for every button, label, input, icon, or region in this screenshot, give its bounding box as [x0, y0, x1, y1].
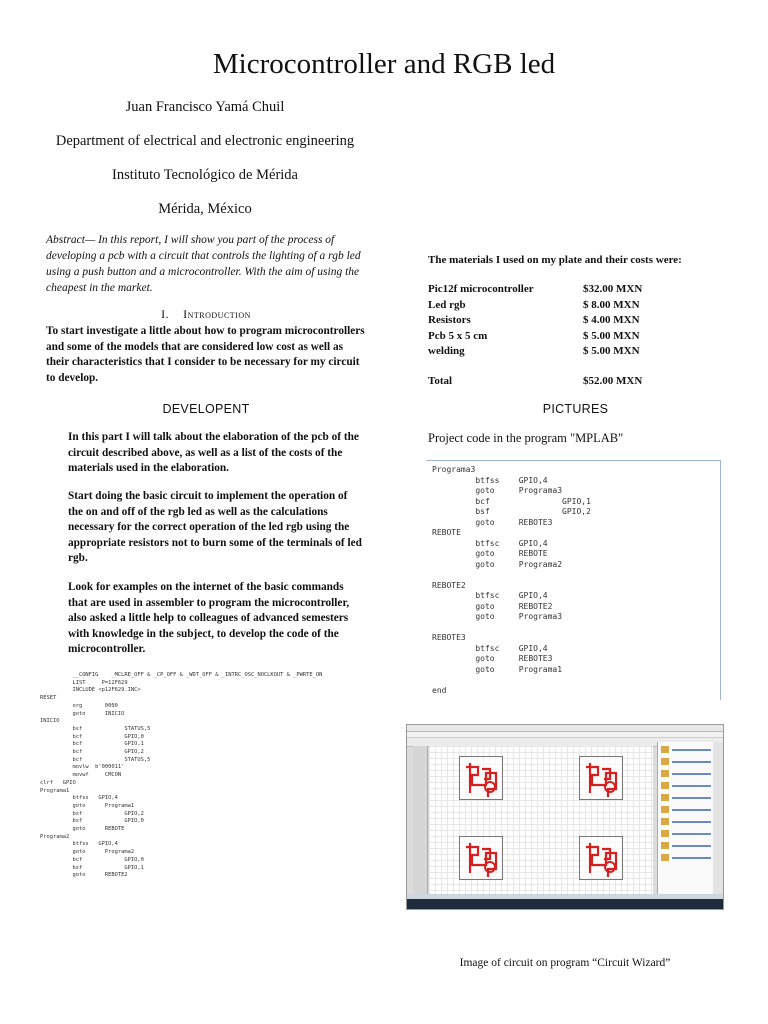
material-total-cost: $52.00 MXN [583, 374, 643, 387]
gallery-item [661, 853, 711, 862]
component-icon [661, 782, 669, 789]
pcb-layout [579, 756, 623, 800]
intro-text: To start investigate a little about how to program microcontrollers and some of the models that are considered low cost as well as their characteristics that I consider to be necessary for my circuit to develop. [46, 325, 365, 384]
material-cost: $32.00 MXN [583, 283, 643, 295]
material-row [428, 330, 683, 346]
pictures-heading: PICTURES [542, 402, 609, 416]
material-cost: $ 5.00 MXN [583, 329, 640, 342]
abstract: Abstract— In this report, I will show you part of the process of developing a pcb with a circuit that controls the lighting of a rgb led using a push button and a microcontroller. With the aim of using the cheapest in the market. [46, 234, 361, 294]
gallery-item [661, 781, 711, 790]
material-item: Pcb 5 x 5 cm [428, 329, 488, 342]
cw-left-panel [413, 746, 428, 896]
gallery-item [661, 757, 711, 766]
component-icon [661, 770, 669, 777]
pcb-layout [579, 836, 623, 880]
intro-heading [46, 307, 366, 322]
gallery-item [661, 793, 711, 802]
code-screenshot-left: __CONFIG _MCLRE_OFF & _CP_OFF & _WDT_OFF & _INTRC_OSC_NOCLKOUT & _PWRTE_ON LIST P=12F629 INCLUDE <p12F629.INC> RESET org 0000 goto INICIO INICIO bsf STATUS,5 bcf GPIO,0 bcf GPIO,1 bcf GPIO,2 bcf STATUS,5 movlw b'000011' movwf CMCON clrf GPIO Programa1 btfss GPIO,4 goto Programa1 bsf GPIO,2 bsf GPIO,0 goto REBOTE Programa2 btfss GPIO,4 goto Programa2 bcf GPIO,0 bsf GPIO,1 goto REBOTE2 [40, 672, 360, 870]
material-item: welding [428, 345, 465, 357]
gallery-item [661, 805, 711, 814]
component-icon [661, 794, 669, 801]
development-paragraph-3: Look for examples on the internet of the basic commands that are used in assembler to program the microcontroller, also asked a little help to colleagues of advanced semesters with knowledge in the subject, to develop the code of the microcontroller. [68, 581, 350, 655]
component-icon [661, 842, 669, 849]
paper-title: Microcontroller and RGB led [212, 48, 556, 80]
development-heading: DEVELOPENT [162, 402, 250, 416]
pcb-layout [459, 836, 503, 880]
department: Department of electrical and electronic engineering [55, 133, 355, 149]
material-item: Pic12f microcontroller [428, 283, 534, 295]
gallery-item [661, 745, 711, 754]
intro-title: Introduction [183, 307, 251, 321]
cw-title-bar [407, 725, 723, 732]
circuit-wizard-screenshot [406, 724, 724, 910]
circuit-image-caption: Image of circuit on program “Circuit Wizard” [459, 957, 671, 969]
cw-gallery-panel [657, 742, 714, 898]
material-row [428, 283, 683, 299]
component-icon [661, 830, 669, 837]
development-paragraph-1: In this part I will talk about the elaboration of the pcb of the circuit described above, as well as a list of the costs of the materials used in the elaboration. [68, 431, 359, 474]
component-icon [661, 746, 669, 753]
component-icon [661, 758, 669, 765]
material-row [428, 345, 683, 361]
component-icon [661, 854, 669, 861]
material-cost: $ 8.00 MXN [583, 298, 640, 311]
material-total-row [428, 375, 683, 391]
intro-number: I. [161, 307, 170, 321]
component-icon [661, 818, 669, 825]
gallery-item [661, 817, 711, 826]
cw-pcb-canvas [429, 746, 653, 896]
code-screenshot-right: Programa3 btfss GPIO,4 goto Programa3 bcf GPIO,1 bsf GPIO,2 goto REBOTE3 REBOTE btfsc GPIO,4 goto REBOTE goto Programa2 REBOTE2 btfsc GPIO,4 goto REBOTE2 goto Programa3 REBOTE3 btfsc GPIO,4 goto REBOTE3 goto Programa1 end [426, 460, 721, 700]
material-item: Resistors [428, 314, 471, 326]
gallery-item [661, 829, 711, 838]
material-cost: $ 4.00 MXN [583, 314, 640, 326]
material-cost: $ 5.00 MXN [583, 345, 640, 357]
location: Mérida, México [158, 201, 252, 217]
pcb-layout [459, 756, 503, 800]
material-row [428, 314, 683, 330]
materials-heading: The materials I used on my plate and their costs were: [428, 254, 682, 266]
cw-scrollbar [713, 742, 723, 898]
material-item: Led rgb [428, 298, 466, 311]
material-row [428, 299, 683, 315]
gallery-item [661, 841, 711, 850]
material-total-label: Total [428, 374, 453, 387]
materials-table [428, 283, 683, 390]
component-icon [661, 806, 669, 813]
development-paragraph-2: Start doing the basic circuit to implement the operation of the on and off of the rgb led as well as the calculations necessary for the correct operation of the led rgb using the appropriate resistors not to burn some of the terminals of led rgb. [68, 490, 362, 564]
windows-taskbar [407, 899, 723, 909]
gallery-item [661, 769, 711, 778]
author: Juan Francisco Yamá Chuil [125, 99, 285, 115]
code-caption: Project code in the program "MPLAB" [428, 431, 624, 445]
institute: Instituto Tecnológico de Mérida [112, 167, 298, 183]
